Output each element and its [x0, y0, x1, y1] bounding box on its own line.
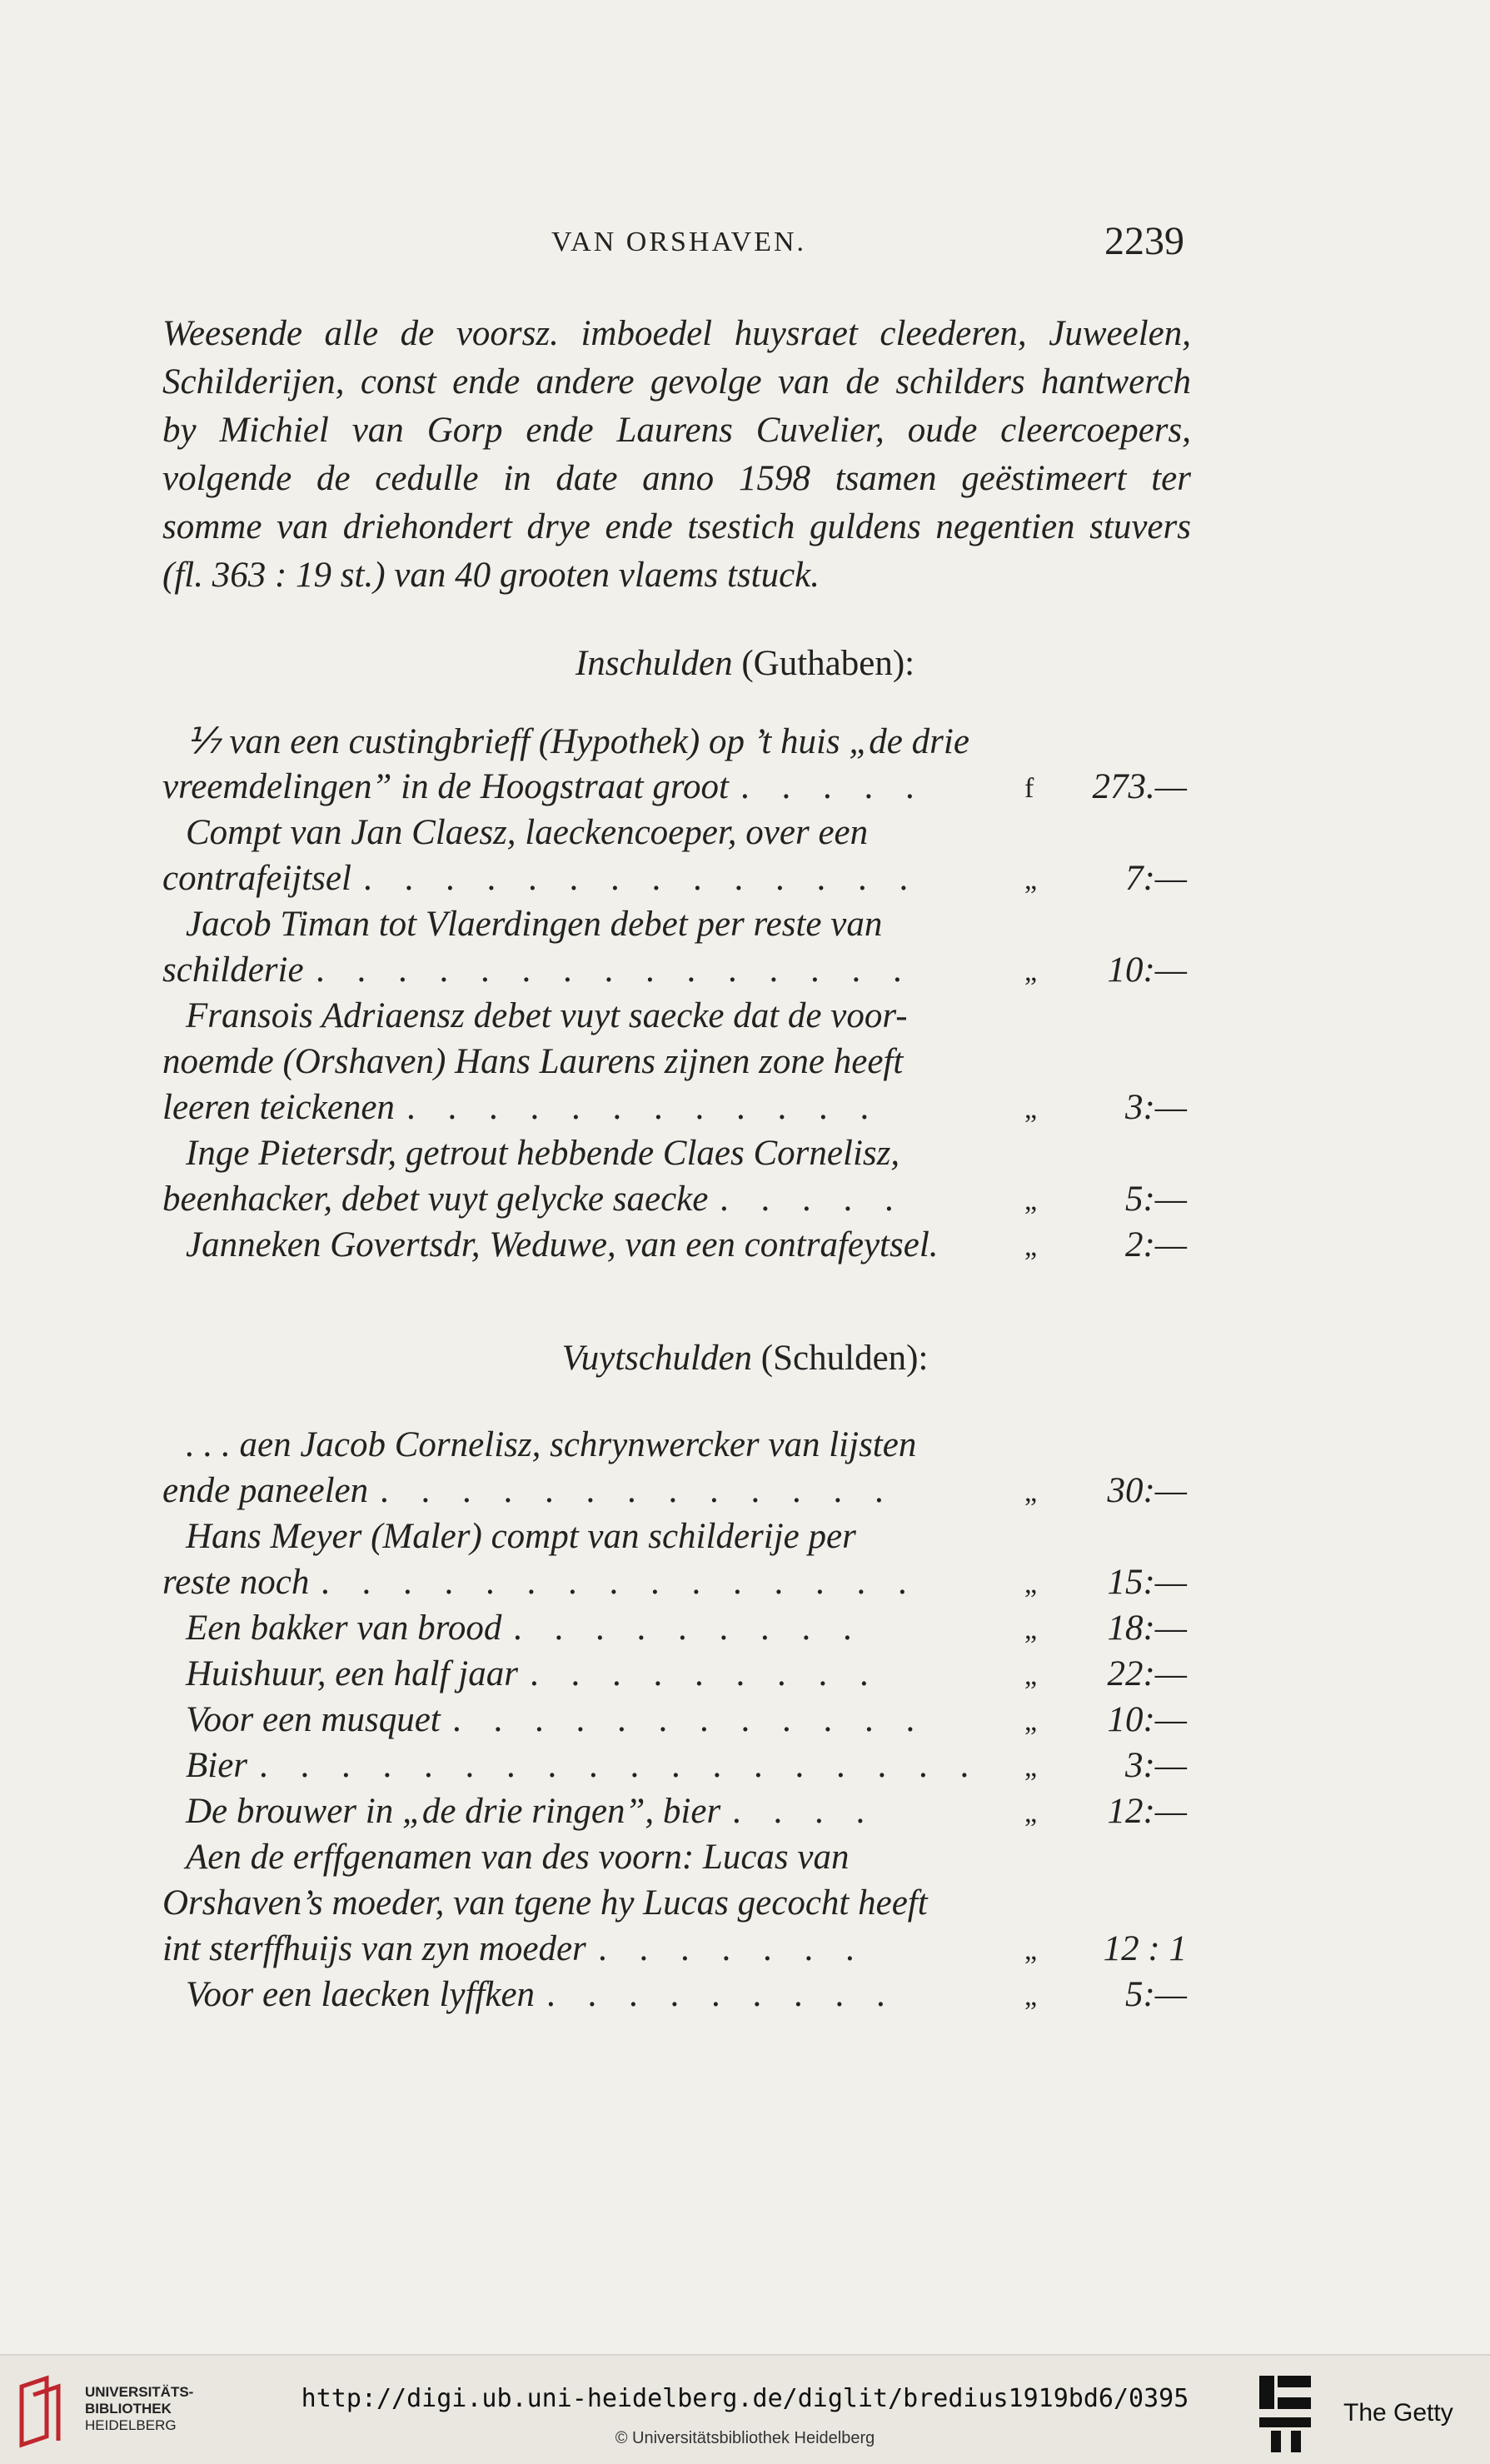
ledger-line: [162, 1087, 1195, 1133]
amount: 12:—: [1107, 1792, 1187, 1831]
leader-dots: . . . . . . . . . . . . . .: [363, 859, 920, 898]
amount: 5:—: [1124, 1975, 1187, 2014]
ditto-mark: „: [1024, 1981, 1038, 2012]
ledger-line: [162, 858, 1195, 904]
ditto-mark: „: [1024, 865, 1038, 895]
ledger-line: [162, 1699, 1195, 1745]
ditto-mark: f: [1024, 773, 1034, 804]
section-heading-inschulden: [0, 643, 1490, 684]
page-number: 2239: [1104, 219, 1184, 263]
inschulden-list: [162, 721, 1195, 1270]
entry-text: Inge Pietersdr, getrout hebbende Claes Cornelisz,: [186, 1134, 900, 1173]
entry-text: Orshaven’s moeder, van tgene hy Lucas gecocht heeft: [162, 1883, 928, 1923]
amount: 10:—: [1107, 950, 1187, 990]
leader-dots: . . . . . . .: [598, 1929, 866, 1968]
entry-text: reste noch: [162, 1563, 310, 1602]
entry-text: Hans Meyer (Maler) compt van schilderije per: [186, 1517, 856, 1556]
intro-line: (fl. 363 : 19 st.) van 40 grooten vlaems tstuck.: [162, 556, 820, 595]
ditto-mark: „: [1024, 1477, 1038, 1508]
leader-dots: . . . . . . . . . . . . . . .: [321, 1563, 919, 1602]
ledger-line: [162, 950, 1195, 995]
entry-text: contrafeijtsel: [162, 859, 351, 898]
leader-dots: . . . . .: [720, 1180, 905, 1219]
ledger-line: [162, 1562, 1195, 1608]
leader-dots: . . . . . . . . . . . .: [406, 1088, 881, 1127]
amount: 12 : 1: [1103, 1929, 1187, 1968]
ditto-mark: „: [1024, 1185, 1038, 1216]
entry-text: Aen de erffgenamen van des voorn: Lucas van: [186, 1838, 850, 1877]
entry-text: Jacob Timan tot Vlaerdingen debet per reste van: [186, 905, 883, 944]
amount: 30:—: [1107, 1471, 1187, 1510]
amount: 3:—: [1124, 1746, 1187, 1785]
entry-text: leeren teickenen: [162, 1088, 395, 1127]
leader-dots: . . . . . . . . . . . . . . . . . .: [259, 1746, 981, 1785]
getty-name: The Getty: [1343, 2399, 1453, 2427]
ledger-line: [162, 1470, 1195, 1516]
ledger-line: [162, 904, 1195, 950]
copyright-text: © Universitätsbibliothek Heidelberg: [615, 2429, 875, 2447]
leader-dots: . . . . .: [740, 767, 926, 806]
intro-paragraph: [162, 310, 1191, 600]
ledger-line: [162, 1745, 1195, 1791]
running-head: [0, 218, 1490, 268]
ledger-line: [162, 995, 1195, 1041]
ditto-mark: „: [1024, 1706, 1038, 1737]
heading-plain: (Guthaben):: [741, 644, 915, 683]
leader-dots: . . . . . . . . . . . .: [452, 1700, 927, 1739]
leader-dots: . . . . . . . . .: [513, 1609, 864, 1648]
ledger-line: [162, 1225, 1195, 1270]
heading-italic: Inschulden: [575, 644, 733, 683]
ledger-line: [162, 1883, 1195, 1928]
entry-text: beenhacker, debet vuyt gelycke saecke: [162, 1180, 709, 1219]
entry-text: int sterffhuijs van zyn moeder: [162, 1929, 586, 1968]
entry-text: ende paneelen: [162, 1471, 369, 1510]
vuytschulden-list: [162, 1424, 1195, 2020]
entry-text: ⅐ van een custingbrieff (Hypothek) op ’t huis „de drie: [186, 722, 969, 761]
ledger-line: [162, 1516, 1195, 1562]
heading-plain: (Schulden):: [760, 1339, 929, 1378]
ledger-line: [162, 766, 1195, 812]
ditto-mark: „: [1024, 956, 1038, 987]
amount: 10:—: [1107, 1700, 1187, 1739]
amount: 18:—: [1107, 1609, 1187, 1648]
ditto-mark: „: [1024, 1660, 1038, 1691]
entry-text: Fransois Adriaensz debet vuyt saecke dat de voor-: [186, 996, 908, 1035]
footer-bar: [0, 2354, 1490, 2464]
ledger-line: [162, 1928, 1195, 1974]
entry-text: Huishuur, een half jaar: [186, 1654, 518, 1693]
entry-text: . . . aen Jacob Cornelisz, schrynwercker van lijsten: [186, 1425, 917, 1464]
ledger-line: [162, 1133, 1195, 1179]
ledger-line: [162, 812, 1195, 858]
ledger-line: [162, 1424, 1195, 1470]
running-head-title: VAN ORSHAVEN.: [551, 227, 807, 257]
ledger-line: [162, 1653, 1195, 1699]
leader-dots: . . . . . . . . . . . . . . .: [316, 950, 914, 990]
permalink-url[interactable]: http://digi.ub.uni-heidelberg.de/diglit/bredius1919bd6/0395: [301, 2384, 1189, 2413]
amount: 22:—: [1107, 1654, 1187, 1693]
leader-dots: . . . . . . . . .: [546, 1975, 897, 2014]
ditto-mark: „: [1024, 1569, 1038, 1599]
amount: 5:—: [1124, 1180, 1187, 1219]
ditto-mark: „: [1024, 1752, 1038, 1783]
leader-dots: . . . .: [732, 1792, 877, 1831]
section-heading-vuytschulden: [0, 1338, 1490, 1379]
leader-dots: . . . . . . . . .: [530, 1654, 880, 1693]
entry-text: Janneken Govertsdr, Weduwe, van een contrafeytsel.: [186, 1225, 939, 1264]
intro-line: Weesende alle de voorsz. imboedel huysraet cleederen, Juweelen,: [162, 314, 1191, 353]
intro-line: by Michiel van Gorp ende Laurens Cuvelier, oude cleercoepers,: [162, 411, 1191, 450]
entry-text: Voor een musquet: [186, 1700, 441, 1739]
entry-text: Bier: [186, 1746, 248, 1785]
amount: 3:—: [1124, 1088, 1187, 1127]
entry-text: De brouwer in „de drie ringen”, bier: [186, 1792, 721, 1831]
entry-text: Een bakker van brood: [186, 1609, 502, 1648]
ditto-mark: „: [1024, 1935, 1038, 1966]
amount: 273.—: [1092, 767, 1187, 806]
ditto-mark: „: [1024, 1094, 1038, 1125]
library-name: UNIVERSITÄTS- BIBLIOTHEK HEIDELBERG: [85, 2384, 194, 2433]
ditto-mark: „: [1024, 1231, 1038, 1262]
amount: 2:—: [1124, 1225, 1187, 1264]
entry-text: Voor een laecken lyffken: [186, 1975, 536, 2014]
leader-dots: . . . . . . . . . . . . .: [380, 1471, 895, 1510]
entry-text: Compt van Jan Claesz, laeckencoeper, over een: [186, 813, 869, 852]
ledger-line: [162, 1791, 1195, 1837]
ditto-mark: „: [1024, 1798, 1038, 1828]
ledger-line: [162, 1179, 1195, 1225]
getty-logo-icon: [1256, 2372, 1314, 2456]
amount: 15:—: [1107, 1563, 1187, 1602]
amount: 7:—: [1124, 859, 1187, 898]
intro-line: Schilderijen, const ende andere gevolge van de schilders hantwerch: [162, 362, 1191, 402]
ditto-mark: „: [1024, 1614, 1038, 1645]
heading-italic: Vuytschulden: [561, 1339, 753, 1378]
ledger-line: [162, 1041, 1195, 1087]
entry-text: schilderie: [162, 950, 304, 990]
entry-text: noemde (Orshaven) Hans Laurens zijnen zone heeft: [162, 1042, 904, 1081]
intro-line: somme van driehondert drye ende tsestich guldens negentien stuvers: [162, 507, 1191, 546]
ledger-line: [162, 1608, 1195, 1653]
ledger-line: [162, 1837, 1195, 1883]
ledger-line: [162, 721, 1195, 766]
intro-line: volgende de cedulle in date anno 1598 tsamen geëstimeert ter: [162, 459, 1191, 498]
ledger-line: [162, 1974, 1195, 2020]
entry-text: vreemdelingen” in de Hoogstraat groot: [162, 767, 729, 806]
